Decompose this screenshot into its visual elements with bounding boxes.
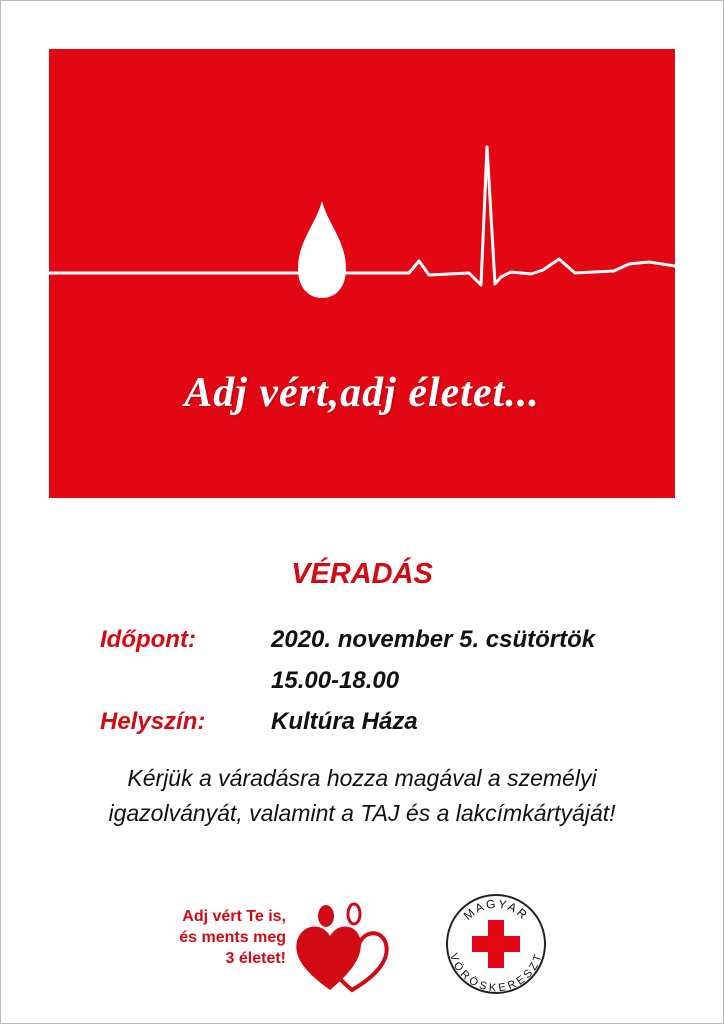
- campaign-line-2: és ments meg: [179, 929, 286, 946]
- blood-drop-icon: [298, 201, 346, 298]
- heartbeat-line: [49, 147, 675, 285]
- heart-filled-icon: [296, 926, 361, 990]
- hearts-logo-icon: [290, 898, 390, 994]
- banner-slogan: Adj vért,adj életet...: [184, 370, 540, 416]
- campaign-slogan: [150, 906, 286, 969]
- logo-text-top: MAGYAR: [460, 896, 532, 923]
- date-label: Időpont:: [100, 626, 196, 653]
- note-line-2: igazolványát, valamint a TAJ és a lakcímkártyáját!: [108, 800, 616, 826]
- blood-donation-banner: [49, 49, 675, 498]
- drop-ring-icon: [348, 904, 360, 924]
- date-value: 2020. november 5. csütörtök: [271, 626, 596, 653]
- location-value: Kultúra Háza: [271, 708, 418, 735]
- red-cross-logo: [444, 892, 548, 996]
- campaign-line-1: Adj vért Te is,: [182, 908, 286, 925]
- time-value: 15.00-18.00: [271, 667, 400, 694]
- campaign-line-3: 3 életet!: [225, 950, 286, 967]
- page-title: VÉRADÁS: [291, 558, 433, 590]
- red-cross-bar-icon: [472, 936, 520, 952]
- drop-small-icon: [318, 905, 334, 927]
- logo-text-bottom: VÖRÖSKERESZT: [446, 951, 546, 995]
- heartbeat-drop-illustration: [49, 49, 675, 498]
- note-line-1: Kérjük a váradásra hozza magával a személyi: [127, 765, 597, 791]
- location-label: Helyszín:: [100, 708, 206, 735]
